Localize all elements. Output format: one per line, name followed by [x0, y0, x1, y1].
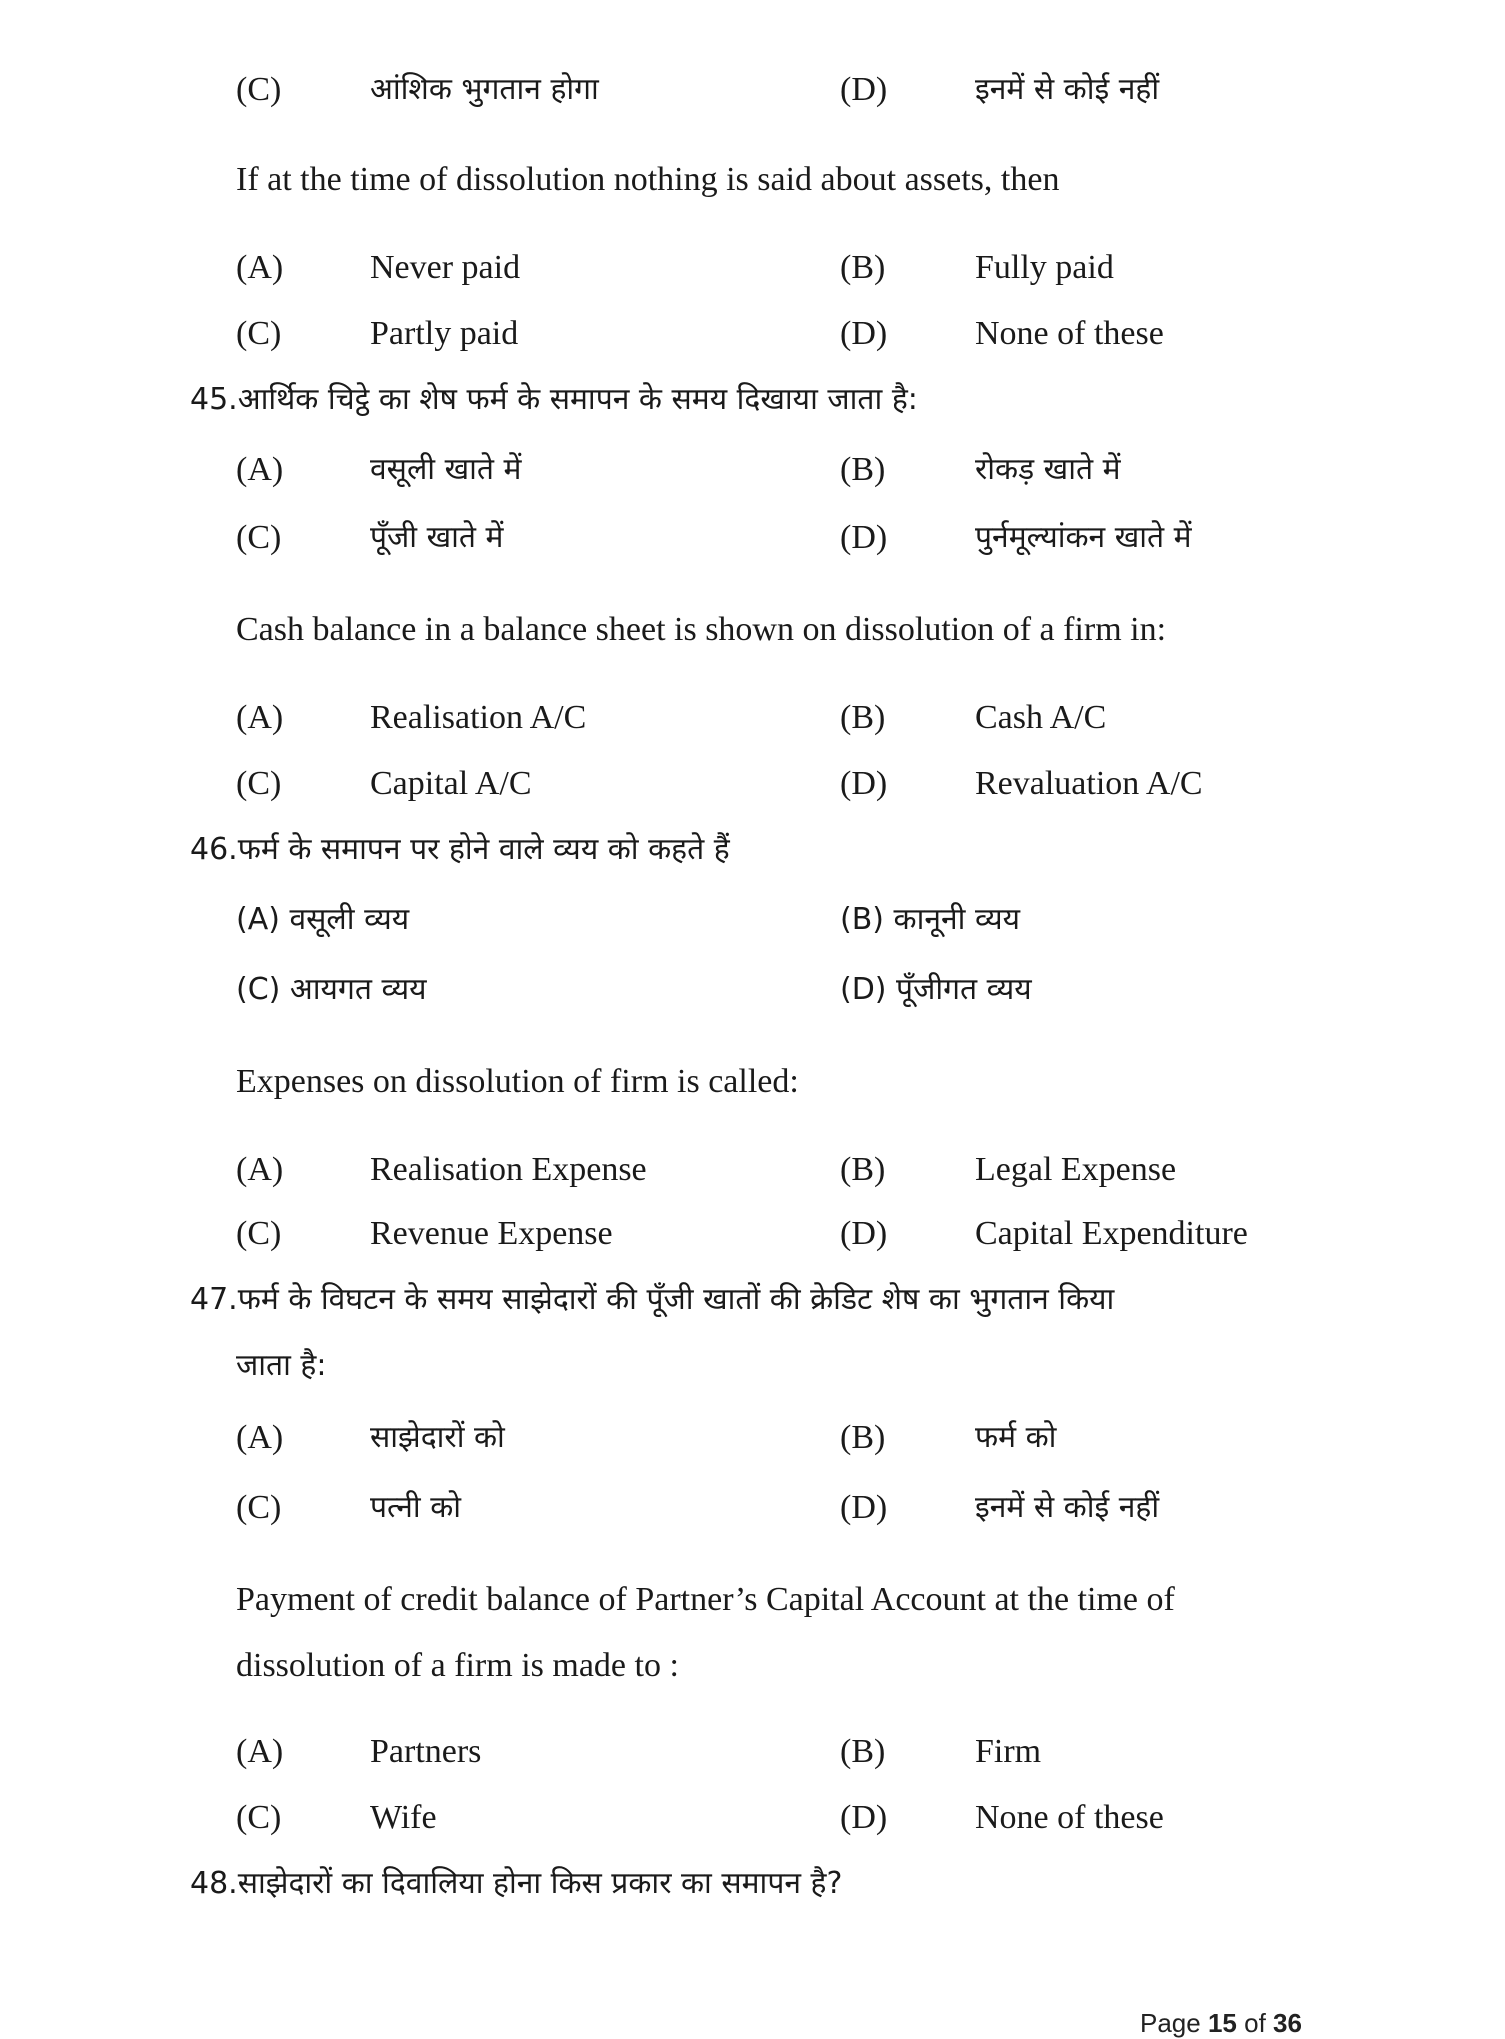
option-label: (C)	[236, 315, 282, 352]
option-label: (B)	[840, 1733, 886, 1770]
option-label: (D)	[840, 765, 888, 802]
of-word: of	[1244, 2008, 1266, 2038]
option-text: पत्नी को	[370, 1490, 462, 1525]
option-text: Wife	[370, 1799, 437, 1836]
question-text-cont: dissolution of a firm is made to :	[236, 1647, 679, 1684]
total-pages: 36	[1273, 2008, 1302, 2038]
option-label: (A)	[236, 249, 284, 286]
option-text: (C) आयगत व्यय	[236, 972, 427, 1007]
option-label: (B)	[840, 249, 886, 286]
option-label: (C)	[236, 765, 282, 802]
option-label: (B)	[840, 451, 886, 488]
option-label: (D)	[840, 1799, 888, 1836]
option-label: (D)	[840, 1215, 888, 1252]
option-text: Realisation A/C	[370, 699, 587, 736]
page-word: Page	[1140, 2008, 1201, 2038]
option-text: फर्म को	[975, 1420, 1057, 1455]
option-label: (A)	[236, 699, 284, 736]
option-label: (C)	[236, 1215, 282, 1252]
option-text: Realisation Expense	[370, 1151, 647, 1188]
option-label: (D)	[840, 315, 888, 352]
question-text: Payment of credit balance of Partner’s Capital Account at the time of	[236, 1581, 1175, 1618]
question-text: Expenses on dissolution of firm is called:	[236, 1063, 799, 1100]
option-text: (B) कानूनी व्यय	[840, 902, 1021, 937]
option-text: (A) वसूली व्यय	[236, 902, 410, 937]
option-text: Partly paid	[370, 315, 519, 352]
option-text: वसूली खाते में	[370, 452, 522, 487]
question-heading: 46.फर्म के समापन पर होने वाले व्यय को कहते हैं	[190, 832, 730, 867]
option-label: (B)	[840, 1151, 886, 1188]
option-text: (D) पूँजीगत व्यय	[840, 972, 1032, 1007]
option-label: (D)	[840, 1489, 888, 1526]
option-text: Revaluation A/C	[975, 765, 1203, 802]
option-label: (B)	[840, 699, 886, 736]
option-label: (A)	[236, 1733, 284, 1770]
question-text: If at the time of dissolution nothing is said about assets, then	[236, 161, 1060, 198]
option-label: (C)	[236, 71, 282, 108]
page-footer	[1140, 2008, 1302, 2039]
page-number: 15	[1207, 2008, 1237, 2038]
option-text: Never paid	[370, 249, 521, 286]
option-text: None of these	[975, 1799, 1164, 1836]
option-label: (D)	[840, 519, 888, 556]
option-label: (A)	[236, 1419, 284, 1456]
option-text: इनमें से कोई नहीं	[975, 1490, 1160, 1525]
option-text: पूँजी खाते में	[370, 520, 504, 555]
option-text: Capital A/C	[370, 765, 532, 802]
option-label: (D)	[840, 71, 888, 108]
option-text: पुर्नमूल्यांकन खाते में	[975, 520, 1192, 555]
option-text: Revenue Expense	[370, 1215, 613, 1252]
option-label: (C)	[236, 1489, 282, 1526]
question-heading: 47.फर्म के विघटन के समय साझेदारों की पूँजी खातों की क्रेडिट शेष का भुगतान किया	[190, 1282, 1115, 1317]
option-text: Firm	[975, 1733, 1042, 1770]
option-text: साझेदारों को	[370, 1420, 505, 1455]
option-label: (C)	[236, 1799, 282, 1836]
option-text: Legal Expense	[975, 1151, 1177, 1188]
option-label: (A)	[236, 1151, 284, 1188]
question-heading-cont: जाता है:	[236, 1348, 327, 1383]
option-text: Capital Expenditure	[975, 1215, 1248, 1252]
question-heading: 48.साझेदारों का दिवालिया होना किस प्रकार का समापन है?	[190, 1866, 843, 1901]
option-text: आंशिक भुगतान होगा	[370, 72, 599, 107]
option-text: इनमें से कोई नहीं	[975, 72, 1160, 107]
option-label: (A)	[236, 451, 284, 488]
option-label: (B)	[840, 1419, 886, 1456]
option-text: None of these	[975, 315, 1164, 352]
question-text: Cash balance in a balance sheet is shown on dissolution of a firm in:	[236, 611, 1167, 648]
option-label: (C)	[236, 519, 282, 556]
option-text: Cash A/C	[975, 699, 1107, 736]
option-text: रोकड़ खाते में	[975, 452, 1121, 487]
option-text: Fully paid	[975, 249, 1114, 286]
question-heading: 45.आर्थिक चिट्ठे का शेष फर्म के समापन के समय दिखाया जाता है:	[190, 382, 918, 417]
option-text: Partners	[370, 1733, 482, 1770]
